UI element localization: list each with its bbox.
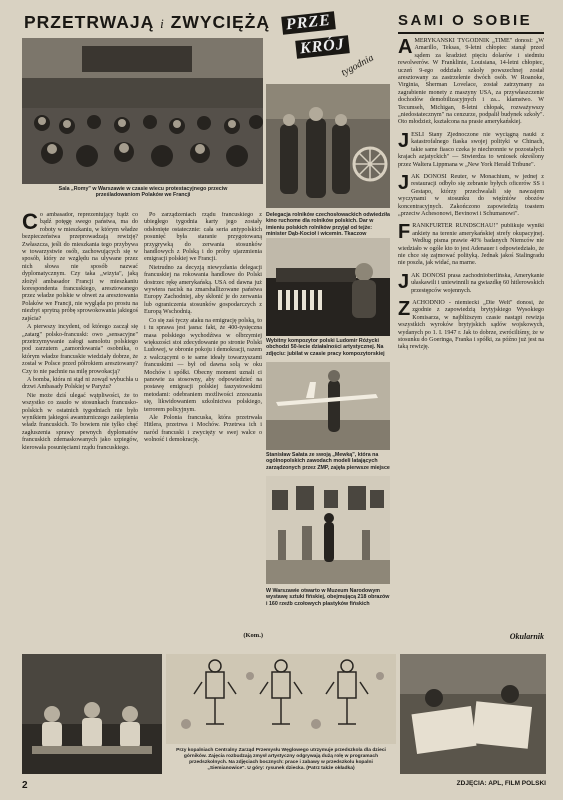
news-dropcap: A [398,38,413,58]
logo-line1: PRZE [281,11,335,34]
right-column-headline: SAMI O SOBIE [398,12,533,29]
news-text: AK DONOSI prasa zachodnioberlińska, Amerykanie ułaskawili i uniewinnili na gwiazdkę 60 hitlerowskich przestępców wojennych. [411,272,544,294]
article-paragraph: A pierwszy incydent, od którego zaczął się „zatarg" polsko-francuski: owo „sensacyjne" przetrzymywanie załogi samolotu polskiego pod zarzutem „zamordowania" osobnika, o którym władze francuskie wiedziały dobrze, że został w Polsce przed półrokiem aresztowany? Czy to nie pachnie na milę prowokacją? [22,324,138,375]
headline-conj: i [160,16,165,31]
headline-part1: PRZETRWAJĄ [24,12,155,32]
finnish-art-photo [266,476,390,584]
logo-sub: tygodnia [339,52,376,79]
delegation-photo [266,84,390,208]
news-text: RANKFURTER RUNDSCHAU!" publikuje wyniki ankiety na terenie amerykańskiej strefy okupacyjnej. Według pisma prawie 40% badanych Niemców nie wiedziało w ogóle kto to jest Adenauer i odpowiedziało, że nie chce się zajmować polityką. Jednak jakoś Stalingradu nie poszła, jak widać, na marne. [398,223,544,267]
news-item [398,273,544,296]
news-item [398,174,544,219]
child-drawing-photo [166,654,396,744]
news-dropcap: F [398,223,411,244]
logo-line2: KRÓJ [295,35,349,58]
photo-credit: ZDJĘCIA: APL, FILM POLSKI [456,780,546,787]
meeting-photo-caption: Sala „Romy" w Warszawie w czasie wiecu protestacyjnego przeciw prześladowaniom Polaków we Francji [58,186,228,199]
news-text: MERYKAŃSKI TYGODNIK „TIME" donosi: „W Amarillo, Teksas, 9-letni chłopiec stanął przed sądem za kradzież pięciu dolarów i siedmiu rewolwerów. W Franklinie, Louisiana, 14-letni chłopiec, uczeń 9-ego oddziału szkoły powszechnej został aresztowany za zastrzelenie dwóch osób. W Roanoke, Virginia, Sherman Lovelace, został zatrzymany za zagrabienie monety z maszyny USA, za przywłaszczenie dochodów demobilizacyjnych i za... kłamstwo. W Tecumseh, Michigan, 8-letni chłopak, rozważywszy „niedostatecznym" na cenzurze, podpalił budynek szkoły". Oto młodzież, kształcona na prasie amerykańskiej. [398,38,544,126]
composer-photo [266,238,390,336]
article-headline [24,12,271,34]
article-column-2 [144,212,262,642]
news-dropcap: Z [398,300,411,320]
page-number: 2 [22,780,28,791]
dropcap-c: C [22,212,38,234]
article-paragraph: Co się zaś tyczy ataku na emigrację polską, to i tu sprawa jest jasna: fakt, że 400-tysięczna masa polskiego wychodźtwa w olbrzymiej większości stoi zdecydowanie po stronie Polski Ludowej, w obronie pokoju i demokracji, razem z walczącymi o te same ideały towarzyszami francuskimi — był od dawna solą w oku Mochów i spółki. Obecny moment uznali ci panowie za stosowny, aby odpowiedzieć na postawę emigracji polskiej faszystowskimi metodami: odebraniem możliwości zrzeszania się, likwidowaniem szkolnictwa polskiego, terrorem policyjnym. [144,317,262,413]
model-plane-caption: Stanisław Sałata ze swoją „Mewką", która na ogólnopolskich zawodach modeli latających zarządzonych przez ZMP, zajęła pierwsze miejsce [266,452,390,471]
kindergarten-caption: Przy kopalniach Centralny Zarząd Przemysłu Węglowego utrzymuje przedszkola dla dzieci górników. Zajęcia rozbudzają zmysł artystyczny odgrywają dużą rolę w programach przedszkolnych. Na zdjęciach bocznych: prace i zabawy w przedszkolu kopalni „Siemianowice". U góry: rysunek dziecka. (Patrz także okładka) [176,748,386,771]
news-item [398,300,544,353]
article-paragraph: Nie może dziś ulegać wątpliwości, że to wszystko co zaszło w stosunkach francusko-polskich w ostatnich tygodniach nie było wynikiem jakiegoś awanturniczego zaślepienia władz francuskich. To bowiem nie tylko chęć zagłuszenia sprawy pewnych dyplomatów francuskich zdemaskowanych jako szpiegów, kierowała posunięciami rządu francuskiego. [22,392,138,451]
delegation-caption: Delegacja rolników czechosłowackich odwiedziła kino ruchome dla rolników polskich. Dar w imieniu polskich rolników przyjął od tejże: minister Dąb-Kocioł i wicemin. Tkaczow [266,212,390,238]
article-signature: (Kom.) [243,632,263,639]
news-item [398,38,544,128]
kindergarten-photo-left [22,654,162,774]
news-text: AK DONOSI Reuter, w Monachium, w jednej z restauracji odbyło się zebranie byłych oficerów SS i Gestapo, którzy przechwalali się nawzajem wyczynami w stosunku do więźniów obozów koncentracyjnych. Zakończono zapowiedzią toastem „przeciw Achesonowi, Bevinowi i Schumanowi". [398,173,544,217]
headline-part2: ZWYCIĘŻĄ [170,12,271,32]
headline-rule [398,32,544,34]
meeting-hall-photo [22,38,263,184]
news-dropcap: J [398,272,410,293]
news-item [398,132,544,170]
przekroj-logo [266,12,390,80]
article-paragraph: Po zarządzeniach rządu francuskiego z ubiegłego tygodnia karty jego zostały odsłonięte ostatecznie: cała seria antypolskich posunięć była staranie przygotowaną przygrywką do zerwania stosunków handlowych z Polską i do próby ujarzmienia emigracji polskiej we Francji. [144,212,262,263]
composer-caption: Wybitny kompozytor polski Ludomir Różycki obchodzi 50-lecie działalności artystycznej. Na zdjęciu: jubilat w czasie pracy kompozytorskiej [266,338,385,357]
article-paragraph: A bomba, która ni stąd ni zowąd wybuchła u drzwi Ambasady Polskiej w Paryżu? [22,376,138,391]
news-item [398,223,544,268]
kindergarten-photo-right [400,654,546,774]
news-dropcap: J [398,173,410,194]
news-column [398,38,544,644]
article-paragraph: o ambasador, reprezentujący bądź co bądź potęgę swego państwa, ma do roboty w mieszkaniu, w którym władze bezpieczeństwa przeprowadzają rewizję? Zwłaszcza, jeśli do mieszkania tego przybywa w towarzystwie osób, zachowujących się w sposób, który ze względu na ulywane przez nich słowa nie sposób nazwać dyplomatycznym. Czy taka „wizyta", jaką złożył ambasador Francji w mieszkaniu korespondenta francuskiego, aresztowanego przez władze polskie w obwet za aresztowania Polaków we Francji, nie wygląda po prostu na niezbyt sprytną próbę sprowokowania jakiegoś zajścia? [22,212,138,322]
news-dropcap: J [398,131,410,152]
model-plane-photo [266,362,390,450]
news-text: ACHODNIO - niemiecki „Die Welt" donosi, że zgodnie z zapowiedzią brytyjskiego Wysokiego Komisarza, w najbliższym czasie nastąpi rewizja wszystkich wyroków brytyjskich sądów wojskowych, wydanych po 1. I. 1947 r. Jak to dobrze, zwróciliśmy, że w stosunku do Goeringa, Franka i spółki, za późno już jest na taką rewizję. [398,300,544,351]
column-signature: Okularnik [509,632,544,641]
article-paragraph: Nietrudno za decyzją niewyzłania delegacji francuskiej na rokowania handlowe do Polski dostrzec rękę amerykańską. USA od dawna już wywiera nacisk na zmarshallizowane państwa Europy Zachodniej, aby skłonić je do zerwania lub ograniczenia stosunków gospodarczych z Europą Wschodnią. [144,264,262,316]
finnish-art-caption: W Warszawie otwarto w Muzeum Narodowym wystawę sztuki fińskiej, obejmującą 218 obrazów i 160 rzeźb czołowych plastyków fińskich [266,588,390,607]
article-paragraph: Ale Polonia francuska, która przetrwała Hitlera, przetrwa i Mochów. Przetrwa ich i naród francuski i zwycięży w swej walce o wolność i demokrację. [144,414,262,444]
news-text: EŚLI Stany Zjednoczone nie wyciągną nauki z katastrofalnego fiaska swojej polityki w Chinach, takie same fiasco czeka je niechronnie w pozostałych krajach azjatyckich" — Stwierdza to wniosek określony przez Waltera Lippmana w „New York Herald Tribune". [398,131,544,168]
